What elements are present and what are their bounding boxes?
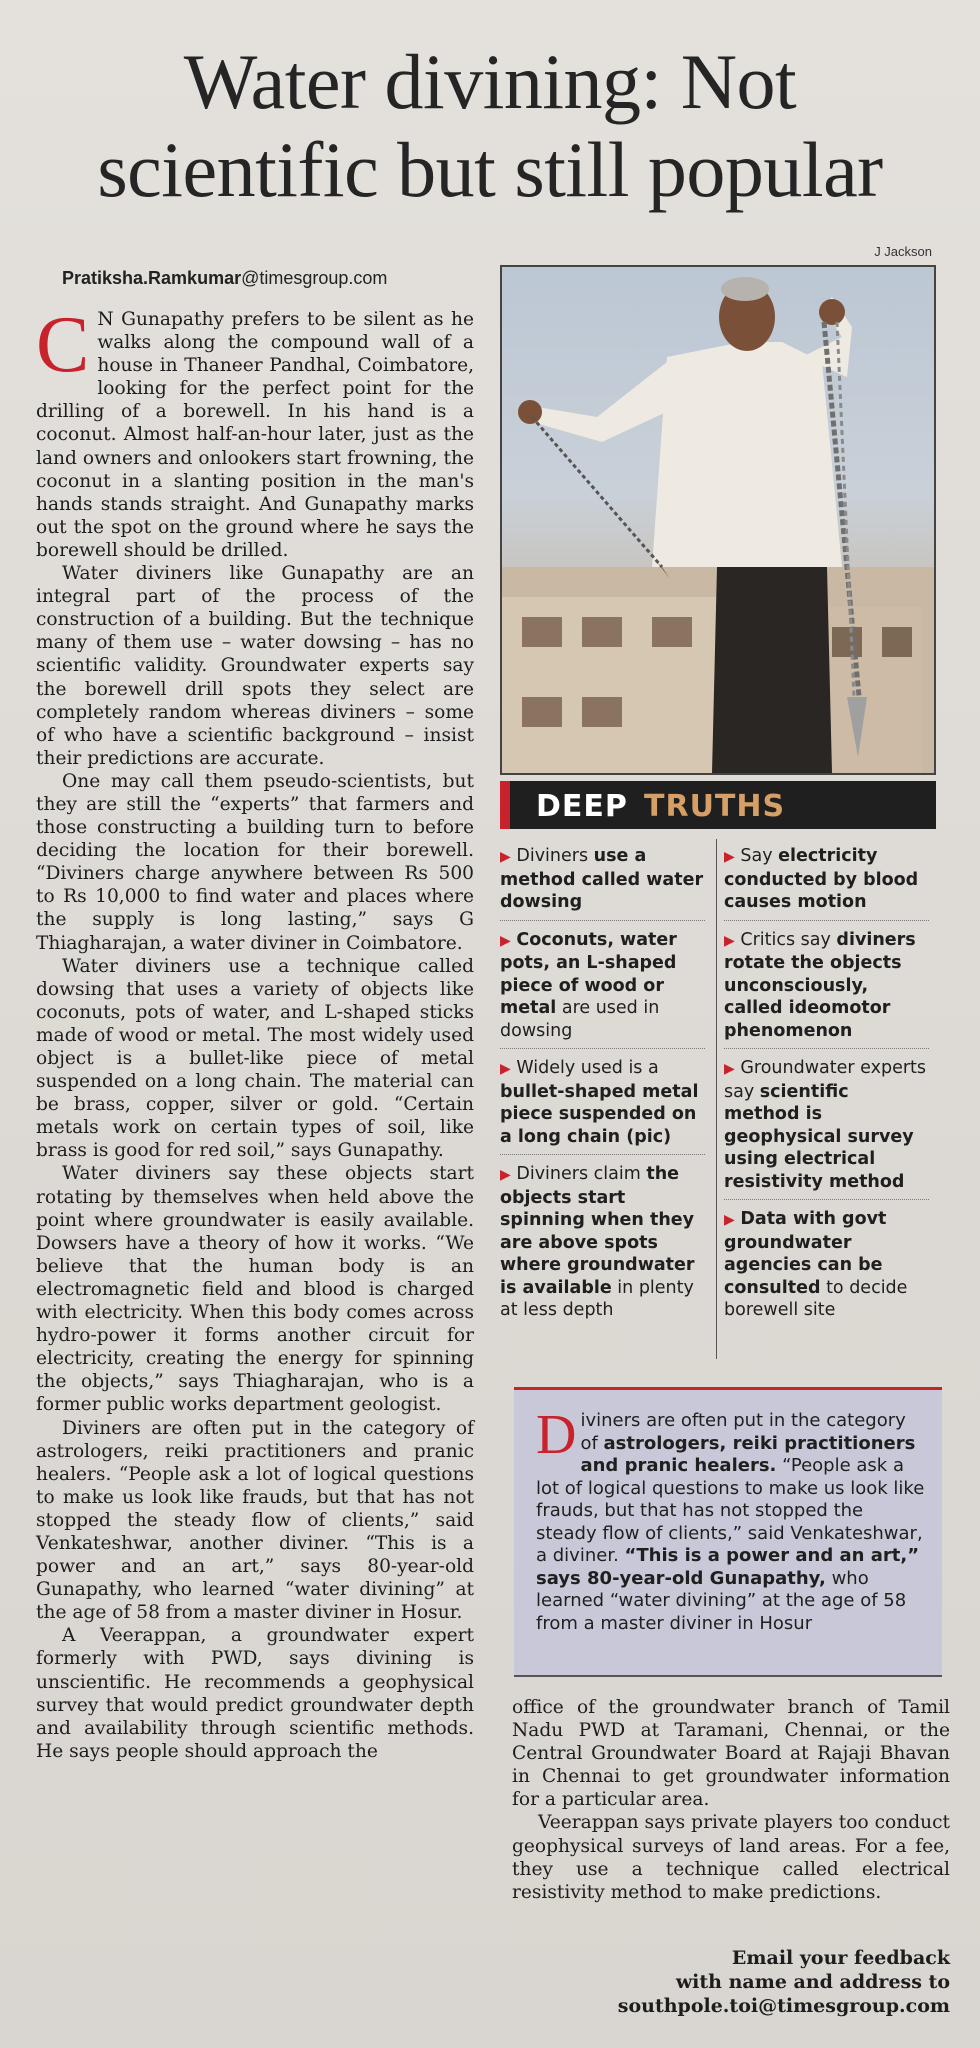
pull-quote-text: Diviners are often put in the category of astrologers, reiki practitioners and pranic healers. “People ask a lot of logical questions to make us look like frauds, but that has not stopped the steady flow of clients,” said Venkateshwar, a diviner. “This is a power and an art,” says 80-year-old Gunapathy, who learned “water divining” at the age of 58 from a master diviner in Hosur xyxy=(536,1404,925,1634)
bullet-triangle-icon: ▶ xyxy=(724,849,735,865)
article-paragraph: One may call them pseudo-scientists, but they are still the “experts” that farmers and those constructing a building turn to before deciding the location for their borewell. “Diviners charge anywhere between Rs 500 to Rs 10,000 to find water and places where the supply is long lasting,” says G Thiagharajan, a water diviner in Coimbatore. xyxy=(36,770,474,954)
bullet-triangle-icon: ▶ xyxy=(500,932,511,949)
bullet-triangle-icon: ▶ xyxy=(724,1061,735,1077)
deep-truths-left-column xyxy=(500,843,705,1334)
truth-item: ▶ Critics say diviners rotate the objects unconsciously, called ideomotor phenomenon xyxy=(724,927,929,1050)
bullet-triangle-icon: ▶ xyxy=(500,849,511,865)
deep-truths-box xyxy=(500,781,936,1320)
article-left-column xyxy=(36,301,474,1763)
article-paragraph: Water diviners say these objects start rotating by themselves when held above the point where groundwater is easily available. Dowsers have a theory of how it works. “We believe that the human body is an electromagnetic field and blood is charged with electricity. When this body comes across hydro-power it forms another circuit for electricity, creating the energy for spinning the objects,” says Thiagharajan, who is a former public works department geologist. xyxy=(36,1163,474,1416)
bullet-triangle-icon: ▶ xyxy=(724,932,735,949)
headline-line-2: scientific but still popular xyxy=(97,126,883,213)
truth-item: ▶ Groundwater experts say scientific method is geophysical survey using electrical resistivity method xyxy=(724,1055,929,1200)
column-divider xyxy=(716,839,717,1359)
truth-item: ▶ Data with govt groundwater agencies can be consulted to decide borewell site xyxy=(724,1209,908,1320)
headline xyxy=(20,38,960,214)
deep-truths-title-word-1: DEEP xyxy=(536,789,628,824)
truth-item: ▶ Widely used is a bullet-shaped metal piece suspended on a long chain (pic) xyxy=(500,1055,705,1155)
article-paragraph: Water diviners use a technique called dowsing that uses a variety of objects like coconuts, pots of water, and L-shaped sticks made of wood or metal. The most widely used object is a bullet-like piece of metal suspended on a long chain. The material can be brass, copper, silver or gold. “Certain metals work on certain types of soil, like brass is good for red soil,” says Gunapathy. xyxy=(36,955,474,1162)
byline-name: Pratiksha.Ramkumar xyxy=(62,268,242,288)
truth-item: ▶ Coconuts, water pots, an L-shaped piece of wood or metal are used in dowsing xyxy=(500,927,705,1050)
feedback-email: southpole.toi@timesgroup.com xyxy=(617,1995,950,2017)
article-paragraph: Diviners are often put in the category of astrologers, reiki practitioners and pranic healers. “People ask a lot of logical questions to make us look like frauds, but that has not stopped the steady flow of clients,” said Venkateshwar, another diviner. “This is a power and an art,” says 80-year-old Gunapathy, who learned “water divining” at the age of 58 from a master diviner in Hosur. xyxy=(36,1417,474,1624)
photo-credit: J Jackson xyxy=(874,244,932,259)
pull-quote-drop-cap: D xyxy=(536,1404,577,1466)
bullet-triangle-icon: ▶ xyxy=(500,1061,511,1077)
drop-cap: C xyxy=(36,301,90,389)
article-paragraph: Water diviners like Gunapathy are an integral part of the process of the construction of a building. But the technique many of them use – water dowsing – has no scientific validity. Groundwater experts say the borewell drill spots they select are completely random whereas diviners – some of who have a scientific background – insist their predictions are accurate. xyxy=(36,563,474,769)
feedback-line: with name and address to xyxy=(675,1971,950,1993)
truth-item: ▶ Diviners use a method called water dowsing xyxy=(500,843,705,921)
diviner-photo xyxy=(500,265,936,775)
bullet-triangle-icon: ▶ xyxy=(724,1212,735,1228)
pull-quote-box xyxy=(514,1387,942,1677)
deep-truths-right-column xyxy=(724,843,929,1334)
byline xyxy=(62,268,387,289)
article-paragraph: C N Gunapathy prefers to be silent as he walks along the compound wall of a house in Thaneer Pandhal, Coimbatore, looking for the perfect point for the drilling of a borewell. In his hand is a coconut. Almost half-an-hour later, just as the land owners and onlookers start frowning, the coconut in a slanting position in the man's hands stands straight. And Gunapathy marks out the spot on the ground where he says the borewell should be drilled. xyxy=(36,301,474,561)
deep-truths-title-word-2: TRUTHS xyxy=(644,789,786,824)
diviner-illustration xyxy=(502,267,934,773)
truth-item: ▶ Diviners claim the objects start spinning when they are above spots where groundwater is available in plenty at less depth xyxy=(500,1164,695,1320)
bullet-triangle-icon: ▶ xyxy=(500,1167,511,1183)
article-paragraph: A Veerappan, a groundwater expert formerly with PWD, says divining is unscientific. He recommends a geophysical survey that would predict groundwater depth and availability through scientific methods. He says people should approach the xyxy=(36,1625,474,1762)
truth-item: ▶ Say electricity conducted by blood causes motion xyxy=(724,843,929,921)
feedback-line: Email your feedback xyxy=(731,1947,950,1969)
article-paragraph: office of the groundwater branch of Tamil Nadu PWD at Taramani, Chennai, or the Central Groundwater Board at Rajaji Bhavan in Chennai to get groundwater information for a particular area. xyxy=(512,1697,950,1811)
deep-truths-header xyxy=(500,781,936,829)
byline-domain: @timesgroup.com xyxy=(241,268,388,288)
feedback-note xyxy=(618,1946,950,2018)
headline-line-1: Water divining: Not xyxy=(183,38,797,125)
article-paragraph: Veerappan says private players too conduct geophysical surveys of land areas. For a fee, they use a technique called electrical resistivity method to make predictions. xyxy=(512,1812,950,1903)
article-right-column xyxy=(512,1696,950,1904)
